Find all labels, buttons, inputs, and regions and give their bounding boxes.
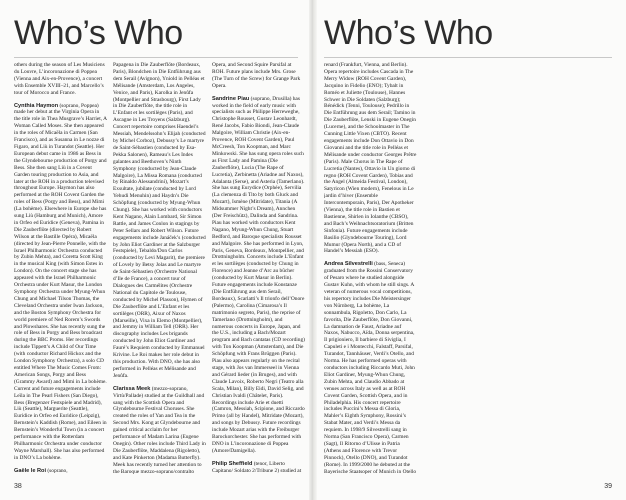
performer-name: Gaële le Roi [14,467,47,474]
bio-continuation [212,62,305,90]
performer-name: Sandrine Piau [212,95,250,102]
performer-name: Cynthia Haymon [14,102,59,109]
bio-text: Papagena in Die Zauberflöte (Bordeaux, Paris), Blondchen in Die Entführung aus dem Serail (Avignon), Yniold in Pelléas et Mélisande (Amsterdam, Los Angeles, Venice, and Paris), Karolka in Jenůfa (Montpellier and Strasbourg), First Lady in Die Zauberflöte, the title role in L’Enfant et les sortilèges (Paris), and Ascagne in Les Troyens (Salzburg). Concert repertoire comprises Haendel’s Messiah, Mendelssohn’s Elijah (conducted by Michel Corboz), Debussy’s Le martyre de Saint-Sébastien (conducted by Esa-Pekka Salonen), Rameau’s Les Indes galantes and Beethoven’s Ninth Symphony (conducted by Jean-Claude Malgoire), La Missa Romana (conducted by Rinaldo Alessandrini), Mozart’s Exsultate, jubilate (conducted by Lord Yehudi Menuhin) and Haydn’s Die Schöpfung (conducted by Myung-Whun Chung). She has worked with conductors Kent Nagano, Alain Lombard, Sir Simon Rattle, and James Conlon in stagings by Peter Sellars and Robert Wilson. Future engagements include Janáček’s (conducted by John Eliot Gardiner at the Salzburger Festspiele), Tebaldo/Don Carlos (conducted by Levi Magarit), the premiere of Lovely by Betsy Jolas and Le martyre de Saint-Sébastien (Orchestre National d’Ile de France), a concert tour of Dialogues des Carmélites (Orchestre National du Capitole de Toulouse, conducted by Michel Plasson), Hymen of Die Zauberflöte and L’Enfant et les sortilèges (ORR), Aixur of Naxos (Marseille), Vixa in Elemo (Montpellier), and Jemmy in William Tell (ORR). Her discography includes Les brigands conducted by John Eliot Gardiner and Fauré’s Requiem conducted by Emmanuel Krivine. Le Roi makes her role debut in this production. With DNO, she has also performed in Pelléas et Mélisande and Jenůfa. [113,62,206,379]
bio-continuation [113,62,206,380]
bio-text: (tenor, Liberto Capitano/ Soldato 2/Tribune 2) studied at [212,460,302,474]
bio-entry [14,103,107,462]
bio-text: (soprano, Drusilla) has worked in the field of early music with specialists such as Philippe Herreweghe, Christophe Rousset, Gustav Leonhardt, René Jacobs, Fabio Biondi, Jean-Claude Malgoire, William Christie (Aix-en-Provence, ROH Covent Garden), Paul McCreesh, Ton Koopman, and Marc Minkowski. She has sung opera roles such as First Lady and Pamina (Die Zauberflöte), Lucia (The Rape of Lucretia), Zerbinetta (Ariadne auf Naxos), Adalanta (Serse), and Asteria (Tamerlano). She has sung Eurydice (Orphée), Servilia (La clemenza di Tito by both Gluck and Mozart), Ismène (Mitridate), Titania (A Midsummer Night’s Dream), Annchen (Der Freischütz), Dalinda and Sandrina. Piau has worked with conductors Kent Nagano, Myung-Whun Chung, Stuart Bedford, and Baroque specialists Rousset and Malgoire. She has performed in Lyon, Paris, Geneva, Bordeaux, Montpellier, and Drottningholm. Concerts include L’Enfant et les sortilèges (conducted by Chung in Florence) and Jeanne d’Arc au bûcher (conducted by Kurt Masur in Berlin). Future engagements include Konstanze (Die Entführung aus dem Serail, Bordeaux), Scarlatti’s Il trionfo dell’Onore (Palermo), Carolina (Cimarosa’s Il matrimonio segreto, Paris), the reprise of Tamerlano (Drottningholm), and numerous concerts in Europe, Japan, and the U.S., including a Bach/Mozart program and Bach cantatas (CD recording) with Ton Koopman (Amsterdam), and Die Schöpfung with Frans Brüggen (Paris). Piau also appears regularly on the recital stage, with Jos van Immerseel in Vienna and Gérard lieder (in Bruges), and with Claude Lavoix, Roberto Negri (Teatro alla Scala, Milan), Billy Eidi, David Selig, and Christian Ivaldi (Châtelet, Paris). Recordings include Arie et duetti (Camron, Messiah, Scipione, and Riccardo Primo (all by Handel), Mitridate (Mozart), and songs by Debussy. Future recordings include Mozart arias with the Freiburger Barockorchester. She has performed with DNO in L’incoronazione di Poppea (Amore/Damigella). [212,95,305,454]
performer-name: Philip Sheffield [212,460,253,467]
bio-text: (soprano, Poppea) made her debut at the Virginia Opera in the title role in Thea Musgrave’s Harriet, A Woman Called Moses. She then appeared in the roles of Micaëla in Carmen (San Francisco), and as Susanna in Le nozze di Figaro, and Liù in Turandot (Seattle). Her European debut came in 1986 as Bess in the Glyndebourne production of Porgy and Bess. She then sang Liù in a Covent Garden touring production to Asia, and later at the ROH in a production televised throughout Europe. Haymon has also performed at the ROH Covent Garden the roles of Bess (Porgy and Bess), and Mimi (La bohème). Elsewhere in Europe she has sung Liù (Hamburg and Munich), Amore in Orfeo ed Euridice (Geneva), Pamina in Die Zauberflöte (directed by Robert Wilson at the Bastille Opéra), Micaëla (directed by Jean-Pierre Ponnelle, with the Israel Philharmonic Orchestra conducted by Zubin Mehta), and Coretta Scott King in the musical King (with Simon Estes in London). On the concert stage she has appeared with the Israel Philharmonic Orchestra under Kurt Masur, the London Symphony Orchestra under Myung-Whun Chung and Michael Tilson Thomas, the Cleveland Orchestra under Iwan Jackson, and the Boston Symphony Orchestra for world premiere of Ned Rorem’s Swords and Plowshares. She has recently sung the role of Bess in Porgy and Bess broadcast during the BBC Proms. Her recordings include Tippett’s A Child of Our Time (with conductor Richard Hickox and the London Symphony Orchestra), a solo CD entitled Where The Music Comes From: American Songs, Porgy and Bess (Grammy Award) and Mimi in La bohème. Current and future engagements include Leïla in The Pearl Fishers (San Diego), Bess (Bregenzer Festspiele and Madrid), Liù (Seattle), Marguerite (Seattle), Euridice in Orfeo ed Euridice (Leipzig), Bernstein’s Kaddish (Rome), and Eileen in Bernstein’s Wonderful Town (in a concert performance with the Rotterdam Philharmonic Orchestra under conductor Wayne Marshall). She has also performed in DNO’s La bohème. [14,102,107,461]
performer-name: Andrea Silvestrelli [324,261,373,268]
bio-text: Opera, and Second Squire Parsifal at ROH. Future plans include Mrs. Grose (The Turn of the Screw) for Grange Park Opera. [212,62,301,89]
bio-entry [212,461,305,474]
header-rule [14,57,298,58]
page-title: Who’s Who [324,14,493,52]
bio-text: (mezzo-soprano, Virtù/Pallade) studied at the Guildhall and sang with the Scottish Opera and Glyndebourne Festival Choruses. She created the roles of Yan and Tea in the Second Mrs. Kong at Glyndebourne and gained critical acclaim for her performance of Madam Larina (Eugene Onegin). Other roles include Third Lady in Die Zauberflöte, Maddalena (Rigoletto), and Kate Pinkerton (Madama Butterfly). Meek has recently turned her attention to the Baroque mezzo-soprano/contralto [113,385,206,474]
text-column [212,62,305,474]
header-rule [324,57,612,58]
bio-text: (soprano, [47,467,68,474]
performer-name: Clarissa Meek [113,385,151,392]
bio-continuation [324,62,417,255]
bio-entry [212,96,305,455]
bio-text: renard (Frankfurt, Vienna, and Berlin). Opera repertoire includes Cascada in The Merry Widow (ROH Covent Garden), Jacquino in Fidelio (ENO); Tybalt in Roméo et Juliette (Toulouse), Hannes Schwer in Die Soldaten (Salzburg); Bénédick (Tenni, Toulouse); Pedrillo in Die Entführung aus dem Serail; Tamino in Die Zauberflöte, Lenski in Eugene Onegin (Lucerne), and the Schoolmaster in The Cunning Little Vixen (CBTO). Recent engagements include Don Ottavio in Don Giovanni and the title role in Pelléas et Mélisande under conductor Georges Prêtre (Paris). Male Chorus in The Rape of Lucretia (Nantes), Ottavio in Un giorno di regno (ROH Covent Garden), Tobias and the Angel (Almeida Festival, London), Satyricon (Wien modern), Fenelous in Le jardin d’hiver (Ensemble Intercontemporain, Paris), Der Apotheker (Vienna), the title role in Bastien et Bastienne, Shirlen in Iolanthe (CBSO), and Bach’s Weihnachtsoratorium (Britten Sinfonia). Future engagements include Basilio (Glyndebourne Touring), Lord Mumur (Opera North), and a CD of Handel’s Messiah (ESO). [324,62,417,255]
bio-text: others during the season of Les Musiciens du Louvre, L’incoronazione di Poppea (Vienna and Aix-en-Provence), a concert with Ensemble XVIII–21, and Marcello’s tour of Morocco and France. [14,62,105,96]
right-page [314,0,626,500]
page-number: 38 [14,483,22,490]
text-column [14,62,107,474]
bio-continuation [14,62,107,97]
text-column [113,62,206,474]
page-number: 39 [604,483,612,490]
bio-entry [113,386,206,474]
left-page [0,0,312,500]
bio-entry [14,468,107,474]
text-column [324,62,417,474]
bio-text: (bass, Seneca) graduated from the Rossini Conservatory of Pesaro where he studied alongside Gustav Kuhn, with whom he still sings. A veteran of numerous vocal competitions, his repertory includes Die Meistersinger von Nürnberg, La bohème, La sonnambula, Rigoletto, Don Carlo, La favorita, Die Zauberflöte, Don Giovanni, La damnation de Faust, Ariadne auf Naxos, Nabucco, Aïda, Donna serpentina, Il prigioniero, Il barbiere di Siviglia, I Capuleti e i Montecchi, Falstaff, Parsifal, Turandot, Tannhäuser, Verdi’s Otello, and Norma. He has performed operas with conductors including Riccardo Muti, John Eliot Gardiner, Myung-Whun Chung, Zubin Mehta, and Claudio Abbado at venues across Italy as well as at ROH Covent Garden, Scottish Opera, and in Philadelphia. His concert repertoire includes Puccini’s Messa di Gloria, Mahler’s Eighth Symphony, Rossini’s Stabat Mater, and Verdi’s Messa da requiem. In 1998/9 Silvestrelli sang in Norma (San Francisco Opera), Carmen (Sagt), Il Ritorno d’Ulisse in Patria (Athens and Florence with Trevor Pinnock), Otello (DNO), and Turandot (Rome). In 1999/2000 he debuted at the Bayerische Staatsoper of Munich in Otello [324,261,417,474]
page-title: Who’s Who [14,14,183,52]
bio-entry [324,261,417,474]
